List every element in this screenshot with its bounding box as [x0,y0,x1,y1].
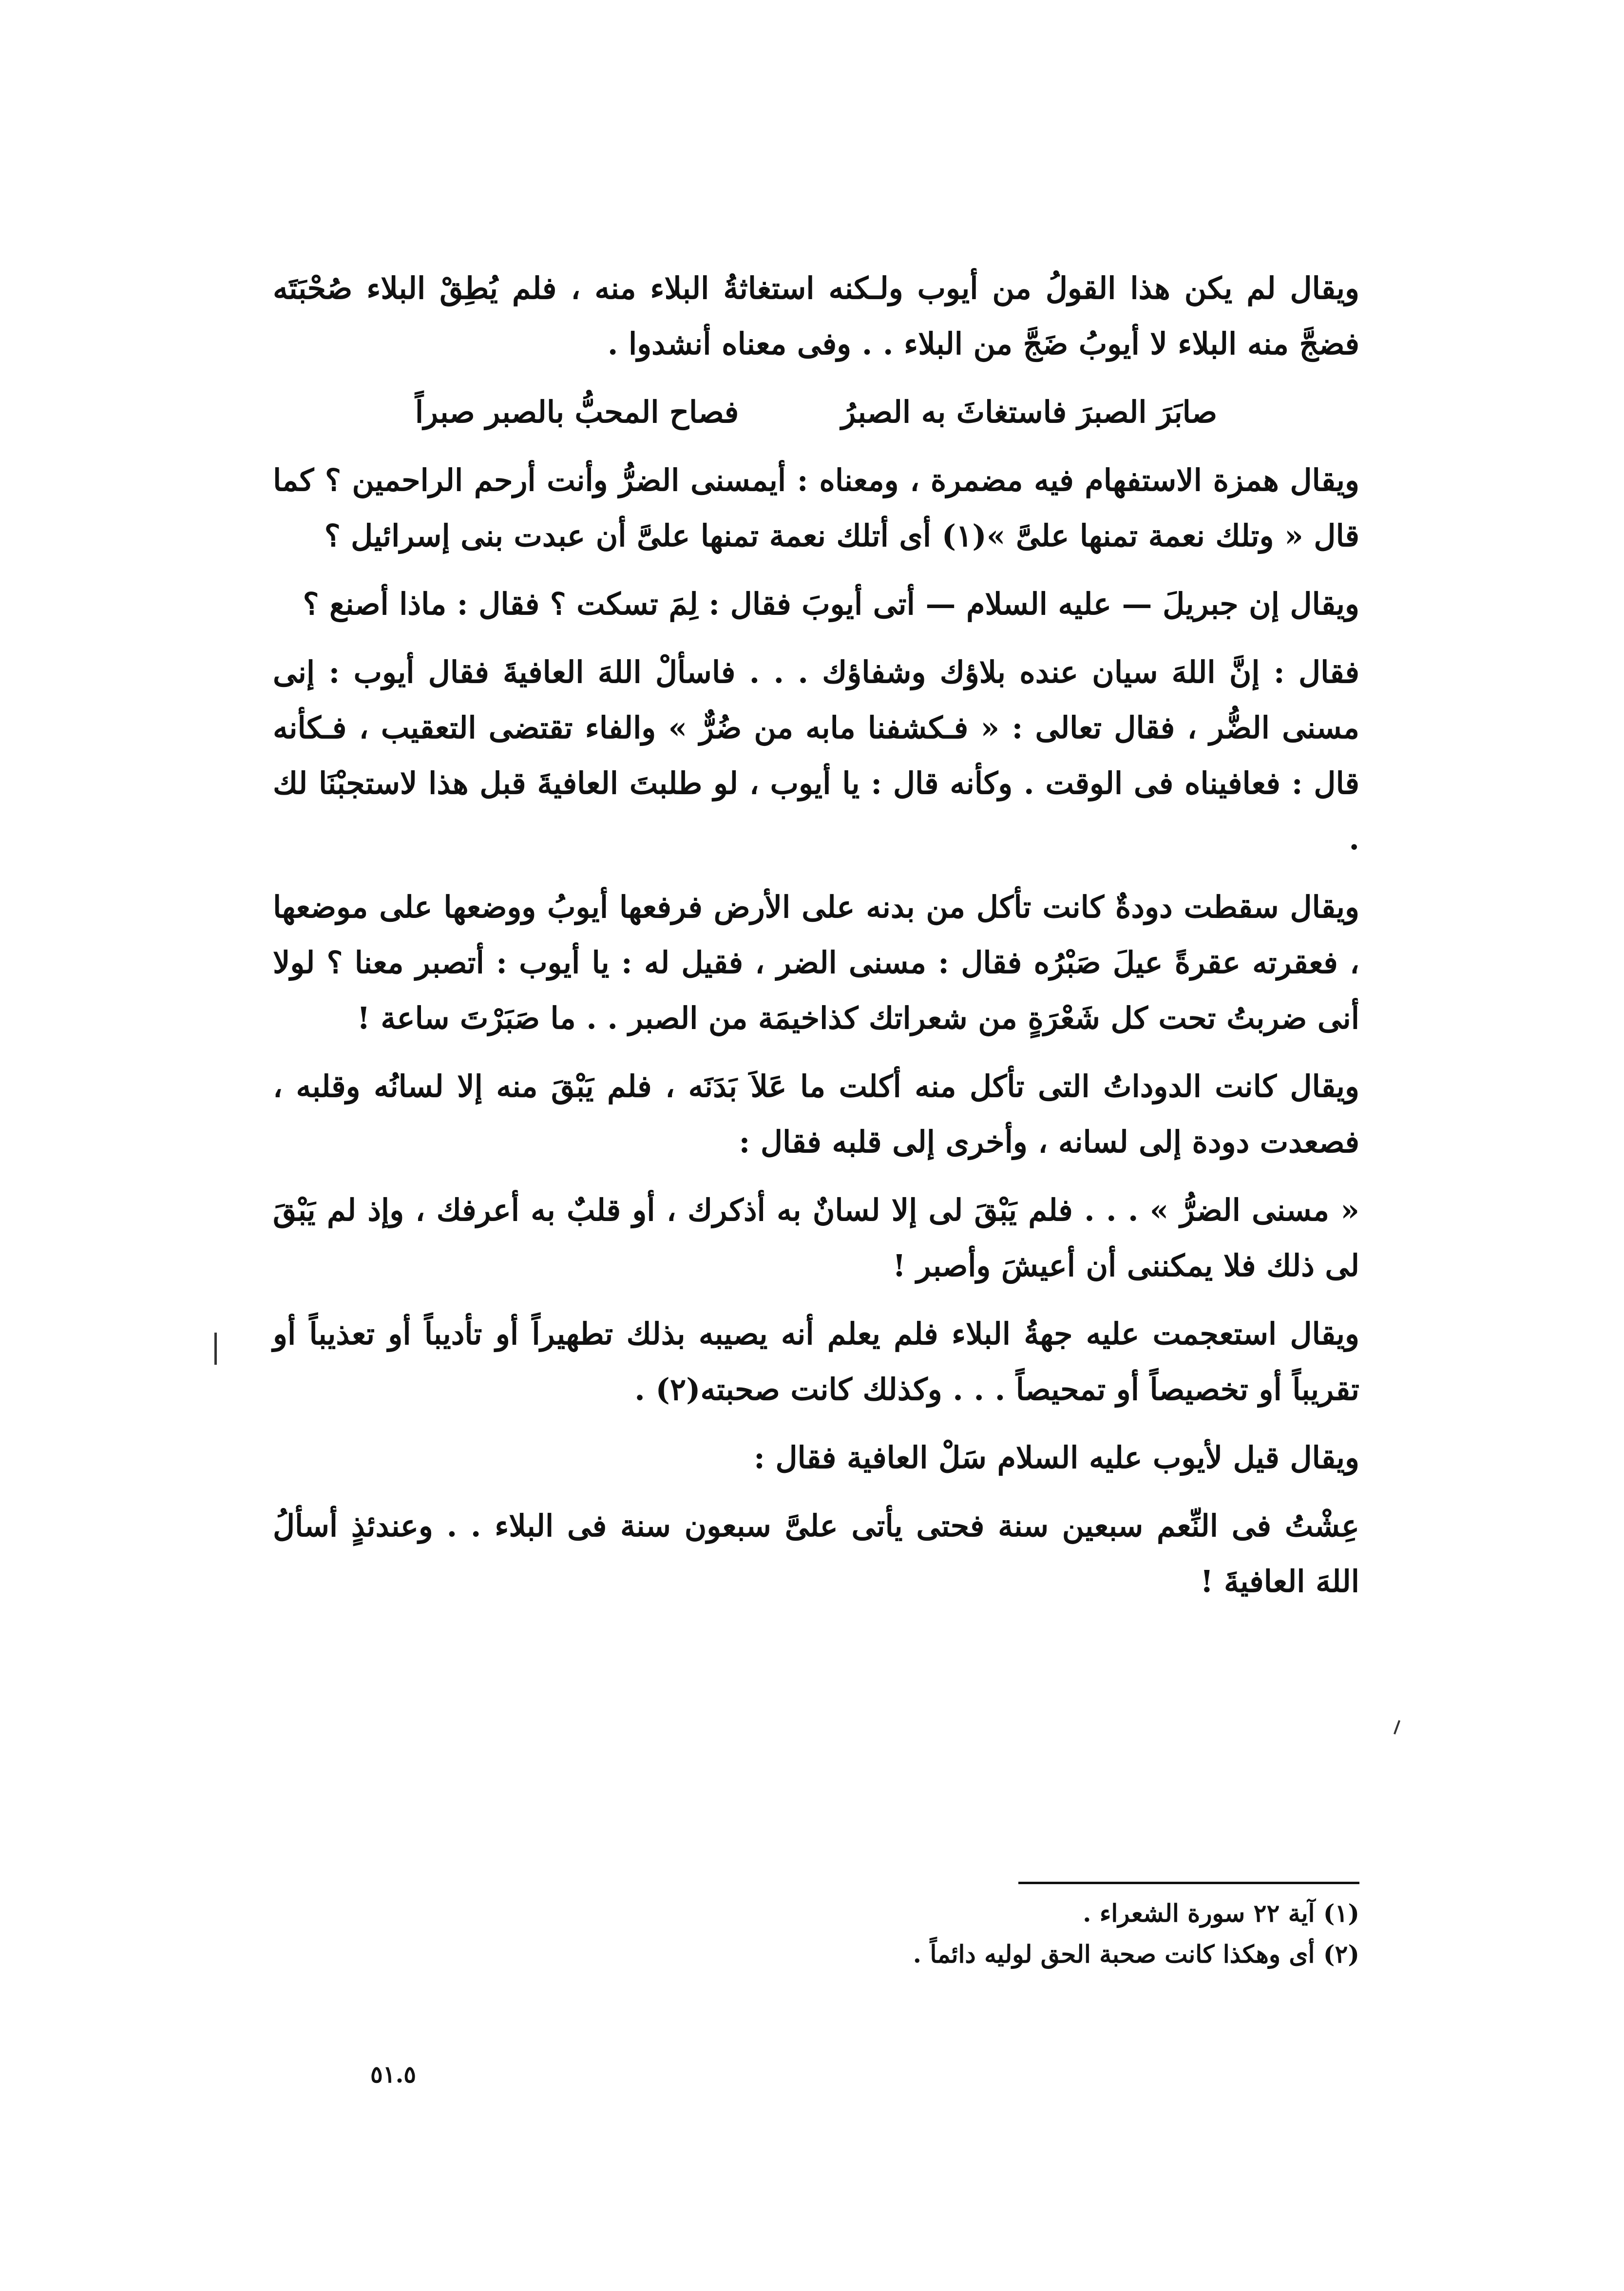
paragraph-7: « مسنى الضرُّ » . . . فلم يَبْقَ لى إلا لسانٌ به أذكرك ، أو قلبٌ به أعرفك ، وإذ لم يَبْقَ لى ذلك فلا يمكننى أن أعيشَ وأصبر ! [273,1192,1359,1283]
paragraph-5: ويقال سقطت دودةٌ كانت تأكل من بدنه على الأرض فرفعها أيوبُ ووضعها على موضعها ، فعقرته عقرةً عيلَ صَبْرُه فقال : مسنى الضر ، فقيل له : يا أيوب : أتصبر معنا ؟ لولا أنى ضربتُ تحت كل شَعْرَةٍ من شعراتك كذاخيمَة من الصبر . . ما صَبَرْتَ ساعة ! [273,889,1359,1036]
footnote-1: (١) آية ٢٢ سورة الشعراء . [1083,1899,1359,1928]
paragraph-3: ويقال إن جبريلَ — عليه السلام — أتى أيوبَ فقال : لِمَ تسكت ؟ فقال : ماذا أصنع ؟ [303,586,1359,622]
verse-second-hemistich: فصاح المحبُّ بالصبر صبراً [415,394,739,430]
verse-first-hemistich: صابَرَ الصبرَ فاستغاثَ به الصبرُ [841,394,1218,430]
margin-mark [214,1333,217,1365]
footnote-2: (٢) أى وهكذا كانت صحبة الحق لوليه دائماً . [913,1940,1359,1968]
main-text [273,261,1359,1622]
page-number: ٥١.٥ [370,2061,417,2088]
paragraph-2: ويقال همزة الاستفهام فيه مضمرة ، ومعناه : أيمسنى الضرُّ وأنت أرحم الراحمين ؟ كما قال « وتلك نعمة تمنها علىَّ »(١) أى أتلك نعمة تمنها علىَّ أن عبدت بنى إسرائيل ؟ [273,462,1359,554]
paragraph-1: ويقال لم يكن هذا القولُ من أيوب ولـكنه استغاثةُ البلاء منه ، فلم يُطِقْ البلاء صُحْبَتَه فضجَّ منه البلاء لا أيوبُ ضَجَّ من البلاء . . وفى معناه أنشدوا . [273,270,1359,362]
paragraph-8: ويقال استعجمت عليه جهةُ البلاء فلم يعلم أنه يصيبه بذلك تطهيراً أو تأديباً أو تعذيباً أو تقريباً أو تخصيصاً أو تمحيصاً . . . وكذلك كانت صحبته(٢) . [273,1316,1359,1407]
paragraph-4: فقال : إنَّ اللهَ سيان عنده بلاؤك وشفاؤك . . . فاسألْ اللهَ العافيةَ فقال أيوب : إنى مسنى الضُّر ، فقال تعالى : « فـكشفنا مابه من ضُرٌّ » والفاء تقتضى التعقيب ، فـكأنه قال : فعافيناه فى الوقت . وكأنه قال : يا أيوب ، لو طلبتَ العافيةَ قبل هذا لاستجبْنَا لك . [273,654,1359,857]
footnotes [624,1893,1359,1975]
poetry-verse [273,384,1359,440]
paragraph-10: عِشْتُ فى النِّعم سبعين سنة فحتى يأتى علىَّ سبعون سنة فى البلاء . . وعندئذٍ أسألُ اللهَ العافيةَ ! [273,1508,1360,1599]
paragraph-9: ويقال قيل لأيوب عليه السلام سَلْ العافية فقال : [754,1440,1359,1475]
footnote-divider [1018,1882,1359,1884]
paragraph-6: ويقال كانت الدوداتُ التى تأكل منه أكلت ما عَلاَ بَدَنَه ، فلم يَبْقَ منه إلا لسانُه وقلبه ، فصعدت دودة إلى لسانه ، وأخرى إلى قلبه فقال : [273,1069,1359,1160]
margin-tick-mark [1394,1720,1400,1735]
